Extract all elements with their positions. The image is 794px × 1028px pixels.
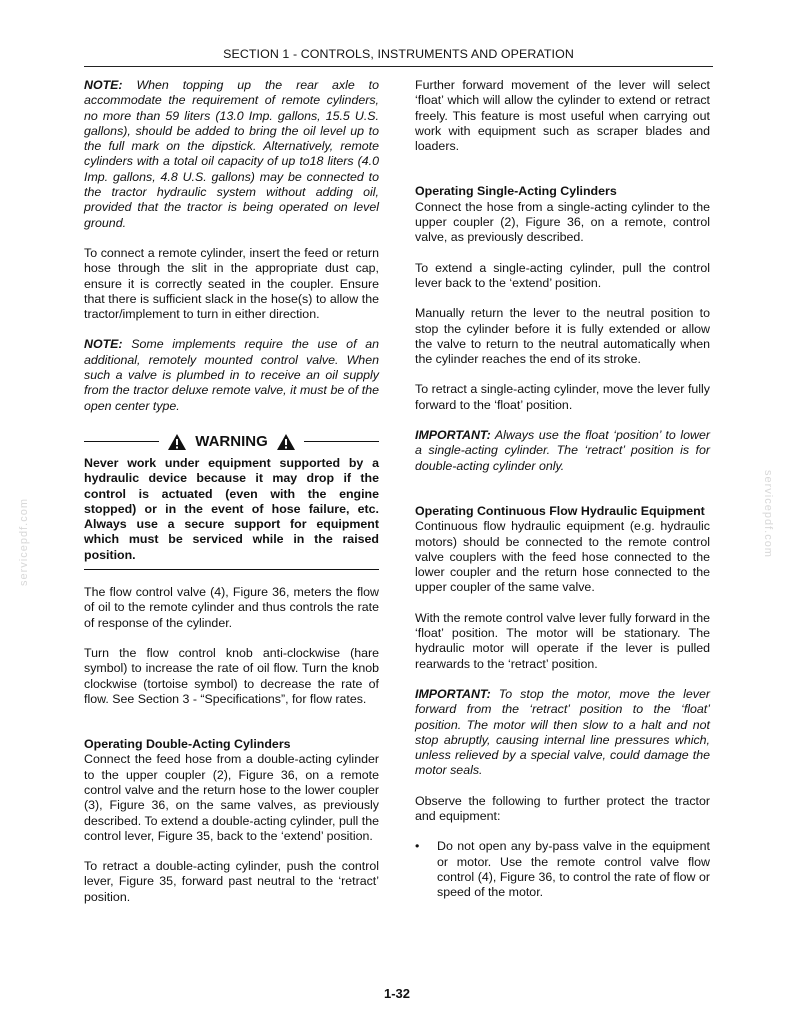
watermark-right: servicepdf.com — [762, 470, 774, 558]
note-label: NOTE: — [84, 78, 123, 92]
retract-single-paragraph: To retract a single-acting cylinder, move the lever fully forward to the ‘float’ position. — [415, 382, 710, 412]
heading-double-acting: Operating Double-Acting Cylinders — [84, 737, 291, 752]
double-acting-paragraph: Connect the feed hose from a double-acting cylinder to the upper coupler (2), Figure 36, on a remote control valve and the return hose to the lower coupler (3), Figure 36, on the same valves, as previously described. To extend a double-acting cylinder, pull the control lever, Figure 35, back to the ‘extend’ position. — [84, 752, 379, 843]
right-column — [415, 78, 710, 900]
important-text: To stop the motor, move the lever forward from the ‘retract’ position to the ‘float’ position. The motor will then slow to a halt and not stop abruptly, causing internal line pressures which, unless relieved by a special valve, could damage the motor seals. — [415, 686, 710, 778]
float-paragraph: Further forward movement of the lever will select ‘float’ which will allow the cylinder to extend or retract freely. This feature is most useful when carrying out work with equipment such as scraper blades and loaders. — [415, 78, 710, 154]
neutral-return-paragraph: Manually return the lever to the neutral position to stop the cylinder before it is fully extended or allow the valve to return to the neutral automatically when the cylinder reaches the end of its stroke. — [415, 306, 710, 367]
single-acting-connect-paragraph: Connect the hose from a single-acting cylinder to the upper coupler (2), Figure 36, on a remote, control valve, as previously described. — [415, 199, 710, 245]
warning-bottom-rule — [84, 569, 379, 570]
warning-left-rule — [84, 441, 159, 442]
important-stop-motor — [415, 687, 710, 779]
warning-text: Never work under equipment supported by a hydraulic device because it may drop if the control is actuated (even with the engine stopped) or in the event of hose failure, etc. Always use a secure support for equipment which must be serviced while in the raised position. — [84, 455, 379, 562]
bullet-icon: • — [415, 839, 420, 854]
warning-right-rule — [304, 441, 379, 442]
connect-remote-paragraph: To connect a remote cylinder, insert the feed or return hose through the slit in the appropriate dust cap, ensure it is correctly seated in the coupler. Ensure that there is sufficient slack in the hose(s) to allow the tractor/implement to turn in either direction. — [84, 245, 379, 322]
note-text: When topping up the rear axle to accommodate the requirement of remote cylinders, no more than 59 liters (13.0 Imp. gallons, 15.5 U.S. gallons), should be added to bring the oil level up to the full mark on the dipstick. Alternatively, remote cylinders with a total oil capacity of up to18 liters (4.0 Imp. gallons, 4.8 U.S. gallons) may be connected to the tractor hydraulic system without adding oil, provided that the tractor is being operated on level ground. — [84, 78, 379, 230]
flow-control-paragraph: The flow control valve (4), Figure 36, meters the flow of oil to the remote cylinder and thus controls the rate of response of the cylinder. — [84, 585, 379, 630]
warning-triangle-icon — [167, 433, 187, 451]
heading-continuous-flow: Operating Continuous Flow Hydraulic Equipment — [415, 503, 705, 518]
important-label: IMPORTANT: — [415, 686, 491, 701]
page-number: 1-32 — [383, 986, 411, 1001]
watermark-left: servicepdf.com — [18, 498, 30, 586]
motor-float-paragraph: With the remote control valve lever fully forward in the ‘float’ position. The motor will be stationary. The hydraulic motor will operate if the lever is pulled rearwards to the ‘retract’ position. — [415, 610, 710, 671]
note-label: NOTE: — [84, 337, 123, 352]
header-rule — [84, 66, 713, 67]
observe-paragraph: Observe the following to further protect the tractor and equipment: — [415, 793, 710, 823]
important-text: Always use the float ‘position’ to lower a single-acting cylinder. The ‘retract’ position is for double-acting cylinder only. — [415, 428, 710, 473]
flow-knob-paragraph: Turn the flow control knob anti-clockwise (hare symbol) to increase the rate of oil flow. Turn the knob clockwise (tortoise symbol) to decrease the rate of flow. See Section 3 - “Specifications”, for flow rates. — [84, 645, 379, 706]
warning-label: WARNING — [195, 433, 268, 451]
section-header: SECTION 1 - CONTROLS, INSTRUMENTS AND OPERATION — [223, 47, 574, 61]
warning-title — [167, 433, 296, 451]
retract-double-paragraph: To retract a double-acting cylinder, push the control lever, Figure 35, forward past neutral to the ‘retract’ position. — [84, 859, 379, 904]
warning-box — [84, 431, 379, 570]
important-label: IMPORTANT: — [415, 428, 491, 443]
warning-header — [84, 431, 379, 453]
note-text: Some implements require the use of an additional, remotely mounted control valve. When such a valve is plumbed in to receive an oil supply from the tractor deluxe remote valve, it must be of the open center type. — [84, 337, 379, 413]
note-implements — [84, 337, 379, 413]
bullet-text: Do not open any by-pass valve in the equipment or motor. Use the remote control valve flow control (4), Figure 36, to control the rate of flow or speed of the motor. — [437, 839, 710, 900]
bullet-item — [415, 839, 710, 900]
warning-triangle-icon — [276, 433, 296, 451]
left-column — [84, 78, 379, 905]
continuous-flow-paragraph: Continuous flow hydraulic equipment (e.g. hydraulic motors) should be connected to the remote control valve couplers with the feed hose connected to the lower coupler and the return hose connected to the upper coupler of the same valve. — [415, 519, 710, 595]
important-float — [415, 428, 710, 474]
note-rear-axle — [84, 78, 379, 231]
heading-single-acting: Operating Single-Acting Cylinders — [415, 184, 617, 199]
extend-single-paragraph: To extend a single-acting cylinder, pull the control lever back to the ‘extend’ position. — [415, 260, 710, 290]
